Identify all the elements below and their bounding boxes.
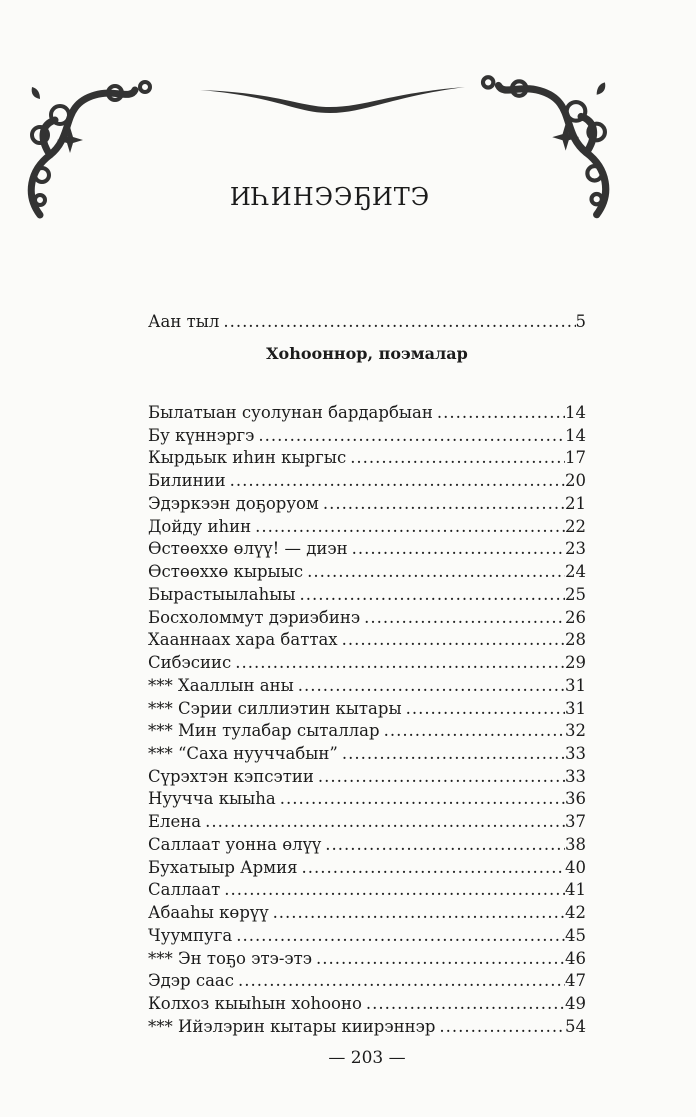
- entry-title: Өстөөххө кырыыс: [148, 562, 304, 582]
- dot-leader: [238, 970, 565, 993]
- dot-leader: [205, 811, 565, 834]
- dot-leader: [437, 402, 565, 425]
- entry-title: *** Эн тоҕо этэ-этэ: [148, 948, 313, 968]
- dot-leader: [342, 629, 565, 652]
- dot-leader: [316, 948, 565, 971]
- entry-title: Бырастыылаһыы: [148, 584, 296, 604]
- entry-page: 28: [565, 630, 586, 650]
- toc-entry: [148, 447, 586, 470]
- dot-leader: [224, 879, 565, 902]
- toc-entry: [148, 311, 586, 334]
- toc-entry: [148, 470, 586, 493]
- entry-title: *** Ийэлэрин кытары киирэннэр: [148, 1016, 436, 1036]
- toc-entry: [148, 788, 586, 811]
- entry-page: 25: [565, 584, 586, 604]
- entry-title: Эдэр саас: [148, 971, 234, 991]
- dot-leader: [352, 538, 565, 561]
- dot-leader: [298, 675, 565, 698]
- dot-leader: [406, 698, 565, 721]
- entry-page: 20: [565, 471, 586, 491]
- entry-title: Дойду иһин: [148, 516, 252, 536]
- entry-title: *** Хааллын аны: [148, 675, 294, 695]
- toc-entry: [148, 948, 586, 971]
- entry-title: Нуучча кыыһа: [148, 789, 276, 809]
- toc-entry: [148, 743, 586, 766]
- entry-page: 40: [565, 857, 586, 877]
- entry-title: Чуумпуга: [148, 925, 233, 945]
- entry-title: Абааһы көрүү: [148, 903, 269, 923]
- entry-title: *** “Саха нууччабын”: [148, 744, 338, 764]
- entry-page: 45: [565, 925, 586, 945]
- entry-page: 47: [565, 971, 586, 991]
- entry-page: 42: [565, 903, 586, 923]
- entry-title: Былатыан суолунан бардарбыан: [148, 403, 433, 422]
- entry-page: 49: [565, 994, 586, 1014]
- entry-page: 41: [565, 880, 586, 900]
- toc-list: [148, 402, 586, 1039]
- toc-entry: [148, 834, 586, 857]
- dot-leader: [364, 607, 565, 630]
- entry-title: Сибэсиис: [148, 653, 232, 673]
- dot-leader: [258, 425, 565, 448]
- toc-entry: [148, 811, 586, 834]
- toc-entry: [148, 402, 586, 425]
- toc-entry: [148, 766, 586, 789]
- dot-leader: [439, 1016, 565, 1039]
- entry-title: Өстөөххө өлүү! — диэн: [148, 539, 348, 559]
- dot-leader: [280, 788, 565, 811]
- dot-leader: [325, 834, 565, 857]
- entry-title: Эдэркээн доҕоруом: [148, 493, 319, 513]
- toc-entry: [148, 516, 586, 539]
- dot-leader: [366, 993, 565, 1016]
- dot-leader: [300, 584, 565, 607]
- toc-intro: [148, 311, 586, 334]
- entry-page: 54: [565, 1016, 586, 1036]
- toc-entry: [148, 652, 586, 675]
- toc-entry: [148, 879, 586, 902]
- dot-leader: [350, 447, 565, 470]
- entry-page: 21: [565, 493, 586, 513]
- entry-title: Аан тыл: [148, 312, 220, 331]
- entry-page: 38: [565, 834, 586, 854]
- entry-title: Билинии: [148, 471, 226, 491]
- entry-title: Сүрэхтэн кэпсэтии: [148, 766, 314, 786]
- entry-title: Хааннаах хара баттах: [148, 630, 338, 650]
- entry-title: Саллаат уонна өлүү: [148, 834, 322, 854]
- entry-title: Елена: [148, 812, 202, 832]
- dot-leader: [236, 925, 565, 948]
- toc-entry: [148, 1016, 586, 1039]
- dot-leader: [342, 743, 565, 766]
- entry-page: 14: [565, 403, 586, 422]
- entry-page: 29: [565, 653, 586, 673]
- page-title: ИҺИНЭЭҔИТЭ: [229, 183, 431, 211]
- entry-page: 33: [565, 766, 586, 786]
- entry-page: 36: [565, 789, 586, 809]
- entry-page: 31: [565, 675, 586, 695]
- entry-page: 31: [565, 698, 586, 718]
- toc-entry: [148, 607, 586, 630]
- dot-leader: [230, 470, 565, 493]
- entry-page: 33: [565, 744, 586, 764]
- toc-entry: [148, 720, 586, 743]
- toc-entry: [148, 993, 586, 1016]
- entry-page: 37: [565, 812, 586, 832]
- dot-leader: [318, 766, 565, 789]
- entry-page: 26: [565, 607, 586, 627]
- toc-entry: [148, 925, 586, 948]
- entry-title: Кырдьык иһин кыргыс: [148, 448, 347, 468]
- header-swash: [200, 85, 465, 115]
- entry-page: 46: [565, 948, 586, 968]
- entry-title: Саллаат: [148, 880, 221, 900]
- entry-page: 17: [565, 448, 586, 468]
- entry-title: *** Мин тулабар сыталлар: [148, 721, 380, 741]
- page-number: — 203 —: [328, 1048, 406, 1068]
- dot-leader: [323, 493, 565, 516]
- entry-page: 22: [565, 516, 586, 536]
- entry-page: 14: [565, 425, 586, 445]
- toc-entry: [148, 425, 586, 448]
- dot-leader: [273, 902, 565, 925]
- entry-page: 23: [565, 539, 586, 559]
- toc-entry: [148, 857, 586, 880]
- entry-page: 24: [565, 562, 586, 582]
- toc-entry: [148, 538, 586, 561]
- entry-title: Босхоломмут дэриэбинэ: [148, 607, 361, 627]
- toc-entry: [148, 584, 586, 607]
- dot-leader: [223, 311, 575, 334]
- dot-leader: [307, 561, 565, 584]
- toc-entry: [148, 970, 586, 993]
- dot-leader: [301, 857, 565, 880]
- entry-title: Бу күннэргэ: [148, 425, 255, 445]
- toc-entry: [148, 675, 586, 698]
- toc-entry: [148, 698, 586, 721]
- toc-entry: [148, 629, 586, 652]
- toc-entry: [148, 902, 586, 925]
- entry-title: *** Сэрии силлиэтин кытары: [148, 698, 402, 718]
- entry-title: Колхоз кыыһын хоһооно: [148, 994, 362, 1014]
- dot-leader: [255, 516, 565, 539]
- toc-entry: [148, 493, 586, 516]
- section-heading: Хоһооннор, поэмалар: [266, 344, 468, 363]
- entry-title: Бухатыыр Армия: [148, 857, 298, 877]
- entry-page: 5: [575, 312, 586, 331]
- toc-entry: [148, 561, 586, 584]
- entry-page: 32: [565, 721, 586, 741]
- dot-leader: [235, 652, 565, 675]
- dot-leader: [384, 720, 565, 743]
